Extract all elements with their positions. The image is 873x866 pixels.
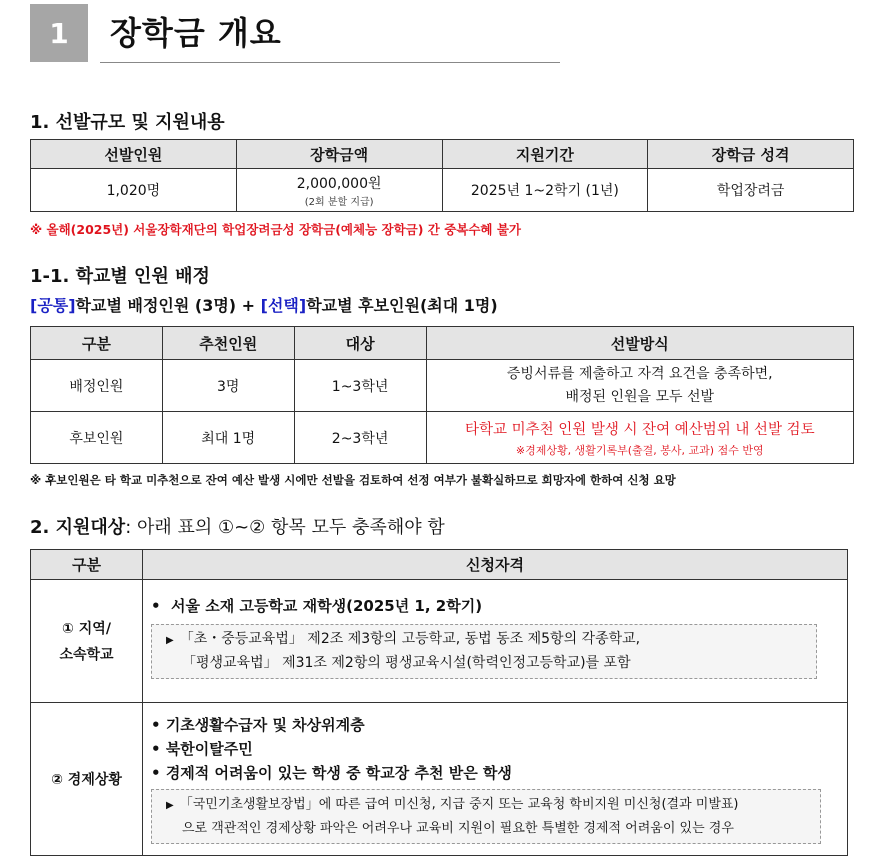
qualification-cell bbox=[143, 703, 848, 856]
bullet-item: • 경제적 어려움이 있는 학생 중 학교장 추천 받은 학생 bbox=[151, 764, 512, 782]
section1-1-heading: 1-1. 학교별 인원 배정 bbox=[30, 266, 210, 287]
row-target: 1~3학년 bbox=[294, 360, 426, 412]
amount-note: (2회 분할 지급) bbox=[304, 196, 374, 208]
allocation-subheading bbox=[30, 293, 498, 316]
detail-line bbox=[166, 793, 812, 817]
detail-line bbox=[166, 628, 808, 652]
bullet-item: • 서울 소재 고등학교 재학생(2025년 1, 2학기) bbox=[151, 597, 483, 615]
table-row bbox=[31, 412, 854, 464]
table-row bbox=[31, 360, 854, 412]
header-period: 지원기간 bbox=[442, 140, 648, 169]
header-type: 장학금 성격 bbox=[648, 140, 854, 169]
amount-value: 2,000,000원 bbox=[296, 175, 382, 192]
table-row bbox=[31, 703, 848, 856]
eligibility-table bbox=[30, 549, 848, 856]
bullet-text: 서울 소재 고등학교 재학생(2025년 1, 2학기) bbox=[171, 597, 483, 615]
row-count: 3명 bbox=[162, 360, 294, 412]
triangle-right-icon: ▶ bbox=[166, 800, 174, 811]
table-row bbox=[31, 580, 848, 703]
bullet-text: 북한이탈주민 bbox=[165, 740, 253, 758]
category-line: ① 지역/ bbox=[62, 621, 111, 637]
section1-heading: 1. 선발규모 및 지원내용 bbox=[30, 112, 225, 133]
detail-line bbox=[166, 652, 808, 675]
header-recommend: 추천인원 bbox=[162, 327, 294, 360]
section-number-badge: 1 bbox=[30, 4, 88, 62]
title-underline bbox=[100, 62, 560, 63]
header-division: 구분 bbox=[31, 550, 143, 580]
row-count: 최대 1명 bbox=[162, 412, 294, 464]
category-cell: ② 경제상황 bbox=[31, 703, 143, 856]
bullet-text: 기초생활수급자 및 차상위계층 bbox=[165, 716, 365, 734]
category-cell bbox=[31, 580, 143, 703]
qualification-cell bbox=[143, 580, 848, 703]
page-title: 장학금 개요 bbox=[110, 14, 282, 52]
detail-box bbox=[151, 624, 817, 679]
triangle-right-icon: ▶ bbox=[166, 635, 174, 646]
header-qualification: 신청자격 bbox=[143, 550, 848, 580]
allocation-table bbox=[30, 326, 854, 464]
detail-text: 「초・중등교육법」 제2조 제3항의 고등학교, 동법 동조 제5항의 각종학교, bbox=[179, 631, 641, 647]
header-target: 대상 bbox=[294, 327, 426, 360]
cell-count: 1,020명 bbox=[31, 169, 237, 212]
method-line: 타학교 미추천 인원 발생 시 잔여 예산범위 내 선발 검토 bbox=[464, 421, 815, 438]
candidate-note: ※ 후보인원은 타 학교 미추천으로 잔여 예산 발생 시에만 선발을 검토하여 선정 여부가 불확실하므로 희망자에 한하여 신청 요망 bbox=[30, 473, 676, 487]
section2-heading bbox=[30, 513, 445, 539]
bullet-text: 경제적 어려움이 있는 학생 중 학교장 추천 받은 학생 bbox=[165, 764, 512, 782]
detail-text: 으로 객관적인 경제상황 파악은 어려우나 교육비 지원이 필요한 특별한 경제적 어려움이 있는 경우 bbox=[182, 821, 734, 836]
detail-line bbox=[166, 817, 812, 840]
optional-text: 학교별 후보인원(최대 1명) bbox=[306, 296, 498, 315]
optional-tag: [선택] bbox=[260, 296, 307, 315]
common-text: 학교별 배정인원 (3명) + bbox=[75, 296, 261, 315]
header-amount: 장학금액 bbox=[236, 140, 442, 169]
cell-period: 2025년 1~2학기 (1년) bbox=[442, 169, 648, 212]
row-method bbox=[426, 360, 853, 412]
detail-text: 「국민기초생활보장법」에 따른 급여 미신청, 지급 중지 또는 교육청 학비지원 미신청(결과 미발표) bbox=[179, 797, 739, 812]
support-table bbox=[30, 139, 854, 212]
header-method: 선발방식 bbox=[426, 327, 853, 360]
detail-text: 「평생교육법」 제31조 제2항의 평생교육시설(학력인정고등학교)를 포함 bbox=[182, 655, 631, 671]
method-line: 증빙서류를 제출하고 자격 요건을 충족하면, bbox=[506, 365, 773, 382]
method-note: ※경제상황, 생활기록부(출결, 봉사, 교과) 점수 반영 bbox=[515, 443, 764, 457]
bullet-item: • 북한이탈주민 bbox=[151, 740, 253, 758]
bullet-item: • 기초생활수급자 및 차상위계층 bbox=[151, 716, 365, 734]
category-line: 소속학교 bbox=[59, 647, 114, 663]
row-method bbox=[426, 412, 853, 464]
row-type: 후보인원 bbox=[31, 412, 163, 464]
cell-amount bbox=[236, 169, 442, 212]
duplicate-benefit-note: ※ 올해(2025년) 서울장학재단의 학업장려금성 장학금(예체능 장학금) 간 중복수혜 불가 bbox=[30, 222, 522, 237]
common-tag: [공통] bbox=[30, 296, 76, 315]
row-target: 2~3학년 bbox=[294, 412, 426, 464]
section2-heading-bold: 2. 지원대상 bbox=[30, 517, 126, 538]
detail-box bbox=[151, 789, 821, 844]
header-count: 선발인원 bbox=[31, 140, 237, 169]
row-type: 배정인원 bbox=[31, 360, 163, 412]
cell-type: 학업장려금 bbox=[648, 169, 854, 212]
section2-heading-rest: : 아래 표의 ①~② 항목 모두 충족해야 함 bbox=[125, 517, 445, 538]
header-division: 구분 bbox=[31, 327, 163, 360]
method-line: 배정된 인원을 모두 선발 bbox=[565, 388, 715, 405]
